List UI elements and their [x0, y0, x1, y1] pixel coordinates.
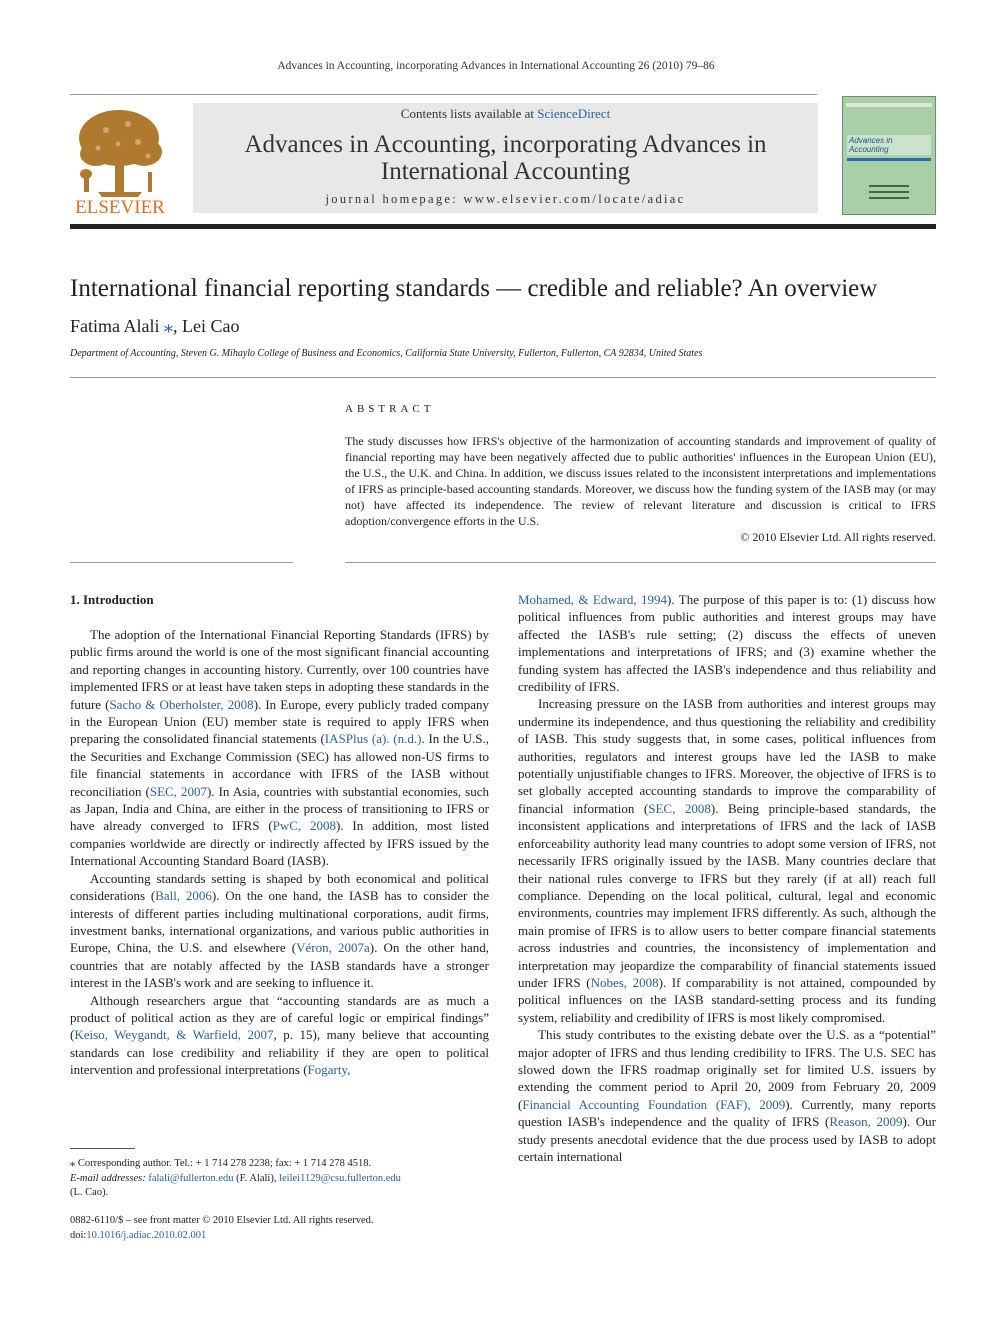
journal-title-line2: International Accounting — [380, 158, 631, 185]
paragraph: The adoption of the International Financial Reporting Standards (IFRS) by public firms around the world is one of the most significant financial accounting and reporting changes in accounting history. Currently, over 100 countries have implemented IFRS or at least have taken steps in adopting these standards in the future (Sacho & Oberholster, 2008). In Europe, every publicly traded company in the European Union (EU) member state is required to apply IFRS when preparing the consolidated financial statements (IASPlus (a). (n.d.). In the U.S., the Securities and Exchange Commission (SEC) has allowed non-US firms to file financial statements in accordance with IFRS of the IASB without reconciliation (SEC, 2007). In Asia, countries with substantial economies, such as Japan, India and China, are either in the process of transitioning to IFRS or have already converged to IFRS (PwC, 2008). In addition, most listed companies worldwide are directly or indirectly affected by IFRS issued by the International Accounting Standard Board (IASB). — [70, 627, 489, 869]
body-column-right — [518, 591, 936, 1165]
footnote-corresponding: ⁎ Corresponding author. Tel.: + 1 714 278 2238; fax: + 1 714 278 4518. — [70, 1158, 372, 1169]
journal-title-line1: Advances in Accounting, incorporating Advances in — [244, 131, 767, 158]
section-rule — [70, 377, 936, 378]
citation-link[interactable]: Sacho & Oberholster, 2008 — [109, 696, 254, 712]
citation-link[interactable]: Keiso, Weygandt, & Warfield, 2007 — [74, 1027, 274, 1043]
paragraph: Mohamed, & Edward, 1994). The purpose of this paper is to: (1) discuss how political influences from public authorities and interest groups may have affected the IASB's rule setting; (2) discuss the effects of uneven implementations and interpretations of IFRS; and (3) examine whether the funding system has affected the IASB's independence and thus reliability and credibility of IFRS. — [518, 592, 936, 695]
cover-header-strip — [846, 103, 932, 107]
journal-title — [193, 131, 818, 185]
footnote-emails: E-mail addresses: falali@fullerton.edu (F. Alali), leilei1129@csu.fullerton.edu — [70, 1172, 401, 1184]
citation-link[interactable]: Reason, 2009 — [829, 1114, 903, 1130]
header-thick-rule — [70, 224, 936, 229]
cover-bar — [847, 158, 931, 161]
citation-link[interactable]: PwC, 2008 — [272, 818, 337, 834]
footnote-author: (L. Cao). — [70, 1187, 109, 1198]
paragraph: Although researchers argue that “accounting standards are as much a product of political action as they are of careful logic or empirical findings” (Keiso, Weygandt, & Warfield, 2007, p. 15), many believe that accounting standards can lose credibility and reliability if they are open to political intervention and professional interpretations (Fogarty, — [70, 992, 489, 1078]
author-list — [70, 316, 239, 337]
contents-prefix: Contents lists available at — [400, 106, 538, 121]
cover-title: Advances in Accounting — [847, 135, 931, 155]
body-column-left — [70, 626, 489, 1079]
divider-right — [345, 562, 936, 563]
doi-link[interactable]: 10.1016/j.adiac.2010.02.001 — [86, 1229, 207, 1241]
issn-line: 0882-6110/$ – see front matter © 2010 Elsevier Ltd. All rights reserved. — [70, 1215, 374, 1226]
header-rule — [70, 94, 817, 95]
abstract-copyright: © 2010 Elsevier Ltd. All rights reserved. — [740, 530, 936, 544]
author-name[interactable]: Lei Cao — [182, 316, 240, 336]
email-link[interactable]: leilei1129@csu.fullerton.edu — [279, 1172, 401, 1184]
citation-link[interactable]: Fogarty, — [307, 1062, 351, 1078]
abstract-body: The study discusses how IFRS's objective of the harmonization of accounting standards and improvement of quality of financial reporting may have been negatively affected due to public authorities' influences in the European Union (EU), the U.S., the U.K. and China. In addition, we discuss issues related to the inconsistent interpretations and implementations of IFRS as principle-based accounting standards. Moreover, we discuss how the funding system of the IASB may (or may not) have affected its independence. The review of relevant literature and discussion is critical to IFRS adoption/convergence efforts in the U.S. — [345, 434, 936, 528]
divider-left — [70, 562, 293, 563]
affiliation: Department of Accounting, Steven G. Mihaylo College of Business and Economics, California State University, Fullerton, Fullerton, CA 92834, United States — [70, 348, 703, 359]
footnote — [70, 1157, 489, 1201]
sciencedirect-link[interactable]: ScienceDirect — [537, 106, 611, 121]
citation-link[interactable]: SEC, 2007 — [149, 783, 207, 799]
cover-text-lines — [869, 185, 909, 199]
doi-line: doi:10.1016/j.adiac.2010.02.001 — [70, 1229, 207, 1241]
corresponding-author-star[interactable]: ⁎ — [164, 316, 173, 336]
citation-link[interactable]: Financial Accounting Foundation (FAF), 2009 — [522, 1096, 786, 1112]
citation-link[interactable]: Véron, 2007a — [296, 940, 370, 956]
journal-homepage[interactable]: journal homepage: www.elsevier.com/locate/adiac — [325, 192, 686, 206]
paragraph: Accounting standards setting is shaped by both economical and political considerations (Ball, 2006). On the one hand, the IASB has to consider the interests of different parties including multinational corporations, audit firms, investment banks, international organizations, and various public authorities in Europe, China, the U.S. and elsewhere (Véron, 2007a). On the other hand, countries that are notably affected by the IASB standards have a stronger interest in the IASB's work and are seeking to influence it. — [70, 870, 489, 991]
elsevier-logo[interactable] — [68, 104, 172, 216]
journal-cover-thumbnail[interactable] — [842, 96, 936, 215]
paragraph: Increasing pressure on the IASB from authorities and interest groups may undermine its independence, and thus questioning the reliability and credibility of IASB. This study suggests that, in some cases, political influences from authorities, regulators and interest groups have led the IASB to make potentially unjustifiable changes to IFRS. Moreover, the objective of IFRS is to set globally accepted accounting standards to improve the comparability of financial information (SEC, 2008). Being principle-based standards, the inconsistent applications and interpretations of IFRS and the lack of IASB enforceability authority lead many countries to adopt some version of IFRS, not necessarily IFRS originally issued by the IASB. Many countries declare that their national rules converge to IFRS but they rarely (if at all) reach full compliance. Depending on the local political, cultural, legal and economic environments, countries may implement IFRS differently. As such, although the main promise of IFRS is to allow users to better compare financial statements across industries and countries, the inconsistency of implementation and interpretation may jeopardize the comparability of financial statements issued under IFRS (Nobes, 2008). If comparability is not attained, compounded by political influences on the IASB standard-setting process and its funding system, reliability and credibility of IFRS is most likely compromised. — [518, 696, 937, 1025]
email-link[interactable]: falali@fullerton.edu — [148, 1172, 234, 1184]
citation-link[interactable]: Ball, 2006 — [155, 888, 212, 904]
front-matter — [70, 1214, 489, 1243]
email-label: E-mail addresses: — [70, 1172, 149, 1184]
article-title: International financial reporting standards — credible and reliable? An overview — [70, 275, 878, 302]
citation-link[interactable]: Mohamed, & Edward, 1994 — [518, 592, 668, 607]
paragraph: This study contributes to the existing debate over the U.S. as a “potential” major adopter of IFRS and thus lending credibility to IFRS. The U.S. SEC has slowed down the IFRS roadmap originally set for limited U.S. issuers by extending the comment period to April 20, 2009 from February 20, 2009 (Financial Accounting Foundation (FAF), 2009). Currently, many reports question IASB's independence and the quality of IFRS (Reason, 2009). Our study presents anecdotal evidence that the due process used by IASB to adopt certain international — [518, 1027, 936, 1164]
author-separator: , — [173, 316, 182, 336]
author-name[interactable]: Fatima Alali — [70, 316, 160, 336]
tree-icon — [68, 104, 172, 216]
footnote-rule — [70, 1148, 135, 1149]
abstract-heading: ABSTRACT — [345, 403, 435, 415]
citation-link[interactable]: IASPlus (a). (n.d.) — [324, 731, 422, 747]
section-heading: 1. Introduction — [70, 592, 154, 607]
contents-line — [193, 106, 818, 122]
citation-link[interactable]: Nobes, 2008 — [590, 974, 659, 990]
publisher-wordmark: ELSEVIER — [75, 197, 165, 216]
running-head: Advances in Accounting, incorporating Advances in International Accounting 26 (2010) 79–86 — [277, 60, 715, 72]
citation-link[interactable]: SEC, 2008 — [648, 800, 711, 816]
